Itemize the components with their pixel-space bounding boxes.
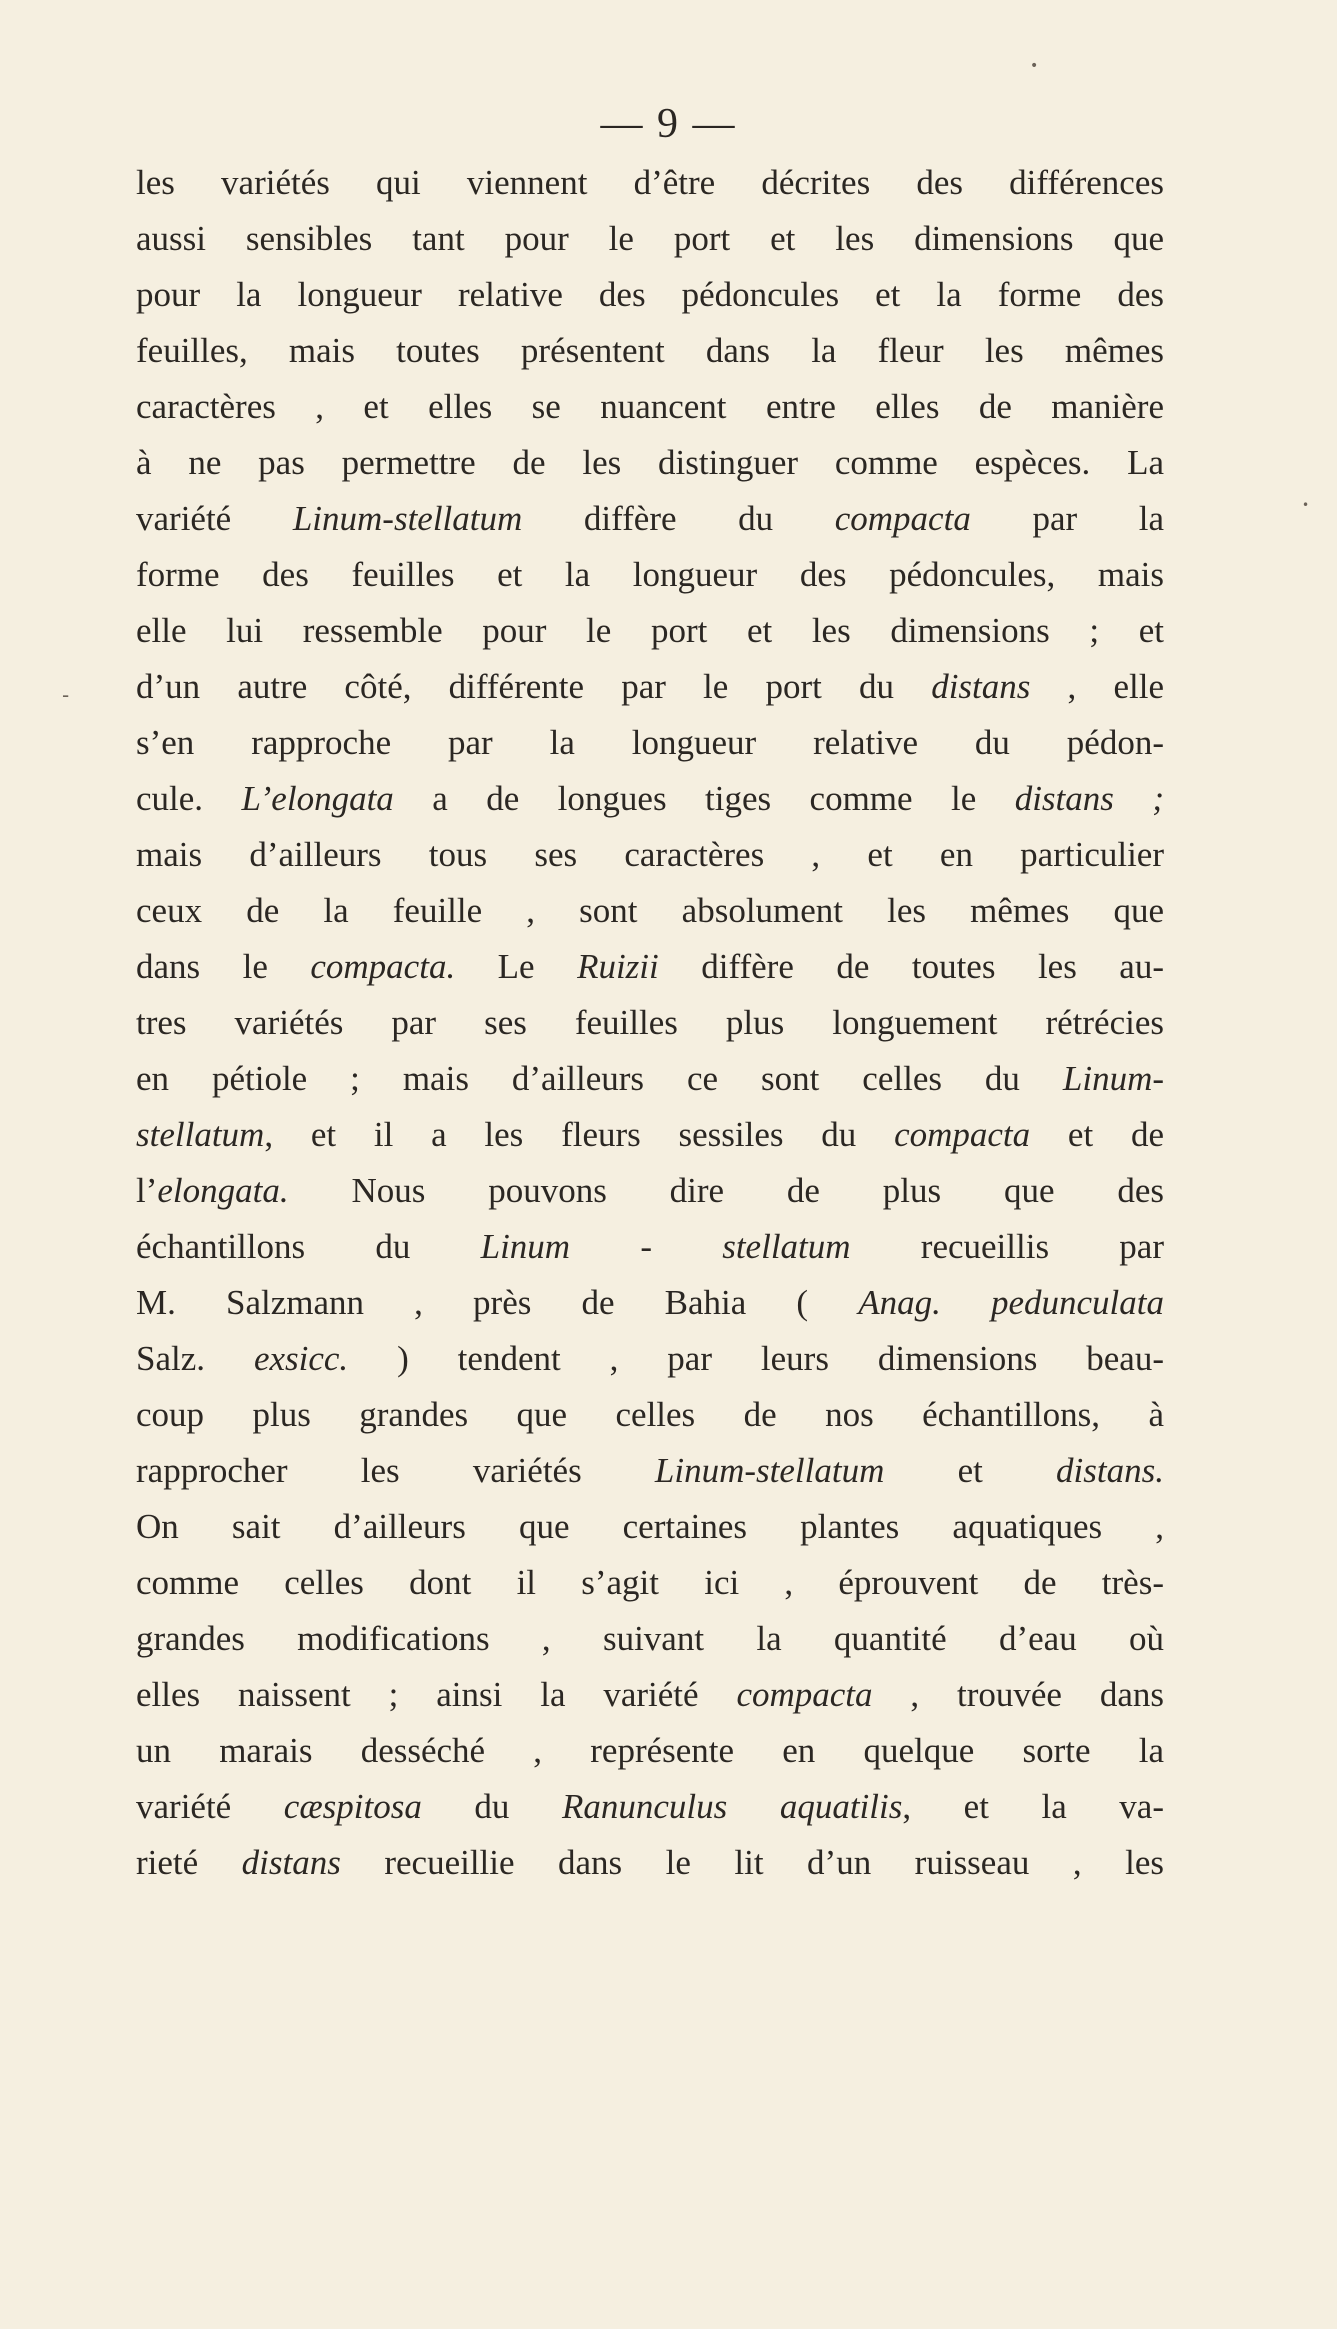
text-segment: pour la longueur relative des pédoncules et la forme des — [136, 275, 1164, 314]
text-segment: tres variétés par ses feuilles plus longuement rétrécies — [136, 1003, 1164, 1042]
text-line — [136, 883, 1164, 939]
text-segment: elle lui ressemble pour le port et les dimensions ; et — [136, 611, 1164, 650]
italic-term: distans ; — [1014, 779, 1164, 818]
italic-term: compacta — [736, 1675, 873, 1714]
text-line — [136, 1387, 1164, 1443]
text-segment: rieté — [136, 1843, 242, 1882]
text-line — [136, 1723, 1164, 1779]
text-segment: et — [884, 1451, 1057, 1490]
italic-term: Linum - stellatum — [480, 1227, 851, 1266]
text-segment: diffère de toutes les au- — [658, 947, 1164, 986]
text-line — [136, 827, 1164, 883]
text-line — [136, 1779, 1164, 1835]
text-segment: On sait d’ailleurs que certaines plantes aquatiques , — [136, 1507, 1164, 1546]
text-line — [136, 1835, 1164, 1891]
text-line — [136, 155, 1164, 211]
text-segment: échantillons du — [136, 1227, 481, 1266]
margin-dash-left: - — [62, 683, 70, 707]
text-line — [136, 435, 1164, 491]
text-segment: à ne pas permettre de les distinguer comme espèces. La — [136, 443, 1164, 482]
margin-dot-top: • — [1030, 58, 1039, 74]
italic-term: L’elongata — [241, 779, 394, 818]
text-segment: elles naissent ; ainsi la variété — [136, 1675, 737, 1714]
text-line — [136, 547, 1164, 603]
text-segment: cule. — [136, 779, 242, 818]
text-segment: M. Salzmann , près de Bahia ( — [136, 1283, 859, 1322]
body-text — [136, 155, 1164, 1891]
italic-term: stellatum — [136, 1115, 265, 1154]
text-line — [136, 995, 1164, 1051]
text-line — [136, 939, 1164, 995]
text-segment: variété — [136, 1787, 284, 1826]
text-segment: aussi sensibles tant pour le port et les dimensions que — [136, 219, 1164, 258]
text-line — [136, 1219, 1164, 1275]
text-line — [136, 1611, 1164, 1667]
text-line — [136, 1051, 1164, 1107]
italic-term: cæspitosa — [283, 1787, 422, 1826]
text-segment: Salz. — [136, 1339, 254, 1378]
italic-term: distans. — [1056, 1451, 1164, 1490]
italic-term: exsicc. — [253, 1339, 349, 1378]
italic-term: Anag. pedunculata — [858, 1283, 1164, 1322]
text-segment: a de longues tiges comme le — [393, 779, 1015, 818]
text-segment: , et la va- — [902, 1787, 1164, 1826]
text-line — [136, 603, 1164, 659]
text-line — [136, 1555, 1164, 1611]
text-line — [136, 267, 1164, 323]
italic-term: elongata. — [157, 1171, 289, 1210]
text-segment: et de — [1030, 1115, 1164, 1154]
text-line — [136, 379, 1164, 435]
text-segment: les variétés qui viennent d’être décrites des différences — [136, 163, 1164, 202]
text-line — [136, 323, 1164, 379]
text-line — [136, 1667, 1164, 1723]
text-segment: diffère du — [522, 499, 835, 538]
text-segment: grandes modifications , suivant la quantité d’eau où — [136, 1619, 1164, 1658]
italic-term: compacta — [834, 499, 971, 538]
text-segment: , et il a les fleurs sessiles du — [264, 1115, 895, 1154]
text-segment: forme des feuilles et la longueur des pédoncules, mais — [136, 555, 1164, 594]
text-line — [136, 1331, 1164, 1387]
italic-term: Linum-stellatum — [292, 499, 523, 538]
text-line — [136, 211, 1164, 267]
text-line — [136, 771, 1164, 827]
italic-term: Ruizii — [577, 947, 659, 986]
text-line — [136, 1163, 1164, 1219]
italic-term: compacta — [894, 1115, 1031, 1154]
text-segment: recueillie dans le lit d’un ruisseau , les — [340, 1843, 1164, 1882]
text-line — [136, 715, 1164, 771]
text-segment: variété — [136, 499, 293, 538]
margin-dot-right: • — [1302, 498, 1310, 512]
text-segment: coup plus grandes que celles de nos échantillons, à — [136, 1395, 1164, 1434]
italic-term: Ranunculus aquatilis — [562, 1787, 903, 1826]
text-segment: l’ — [136, 1171, 158, 1210]
text-segment: recueillis par — [850, 1227, 1164, 1266]
italic-term: Linum-stellatum — [654, 1451, 885, 1490]
text-segment: d’un autre côté, différente par le port du — [136, 667, 932, 706]
text-line — [136, 1107, 1164, 1163]
text-line — [136, 1443, 1164, 1499]
text-segment: feuilles, mais toutes présentent dans la fleur les mêmes — [136, 331, 1164, 370]
text-segment: un marais desséché , représente en quelque sorte la — [136, 1731, 1164, 1770]
text-segment: rapprocher les variétés — [136, 1451, 655, 1490]
text-segment: comme celles dont il s’agit ici , éprouvent de très- — [136, 1563, 1164, 1602]
text-segment: ceux de la feuille , sont absolument les mêmes que — [136, 891, 1164, 930]
italic-term: distans — [241, 1843, 341, 1882]
text-segment: , elle — [1030, 667, 1164, 706]
italic-term: Linum- — [1062, 1059, 1164, 1098]
italic-term: compacta. — [310, 947, 456, 986]
text-segment: Nous pouvons dire de plus que des — [288, 1171, 1164, 1210]
text-segment: mais d’ailleurs tous ses caractères , et en particulier — [136, 835, 1164, 874]
text-segment: , trouvée dans — [872, 1675, 1164, 1714]
page-number: — 9 — — [600, 101, 737, 147]
text-segment: Le — [455, 947, 578, 986]
text-segment: par la — [970, 499, 1164, 538]
text-segment: ) tendent , par leurs dimensions beau- — [348, 1339, 1164, 1378]
text-line — [136, 491, 1164, 547]
text-segment: dans le — [136, 947, 311, 986]
italic-term: distans — [931, 667, 1031, 706]
text-line — [136, 1499, 1164, 1555]
text-line — [136, 1275, 1164, 1331]
text-line — [136, 659, 1164, 715]
text-segment: caractères , et elles se nuancent entre elles de manière — [136, 387, 1164, 426]
text-segment: du — [421, 1787, 562, 1826]
text-segment: s’en rapproche par la longueur relative du pédon- — [136, 723, 1164, 762]
text-segment: en pétiole ; mais d’ailleurs ce sont celles du — [136, 1059, 1063, 1098]
